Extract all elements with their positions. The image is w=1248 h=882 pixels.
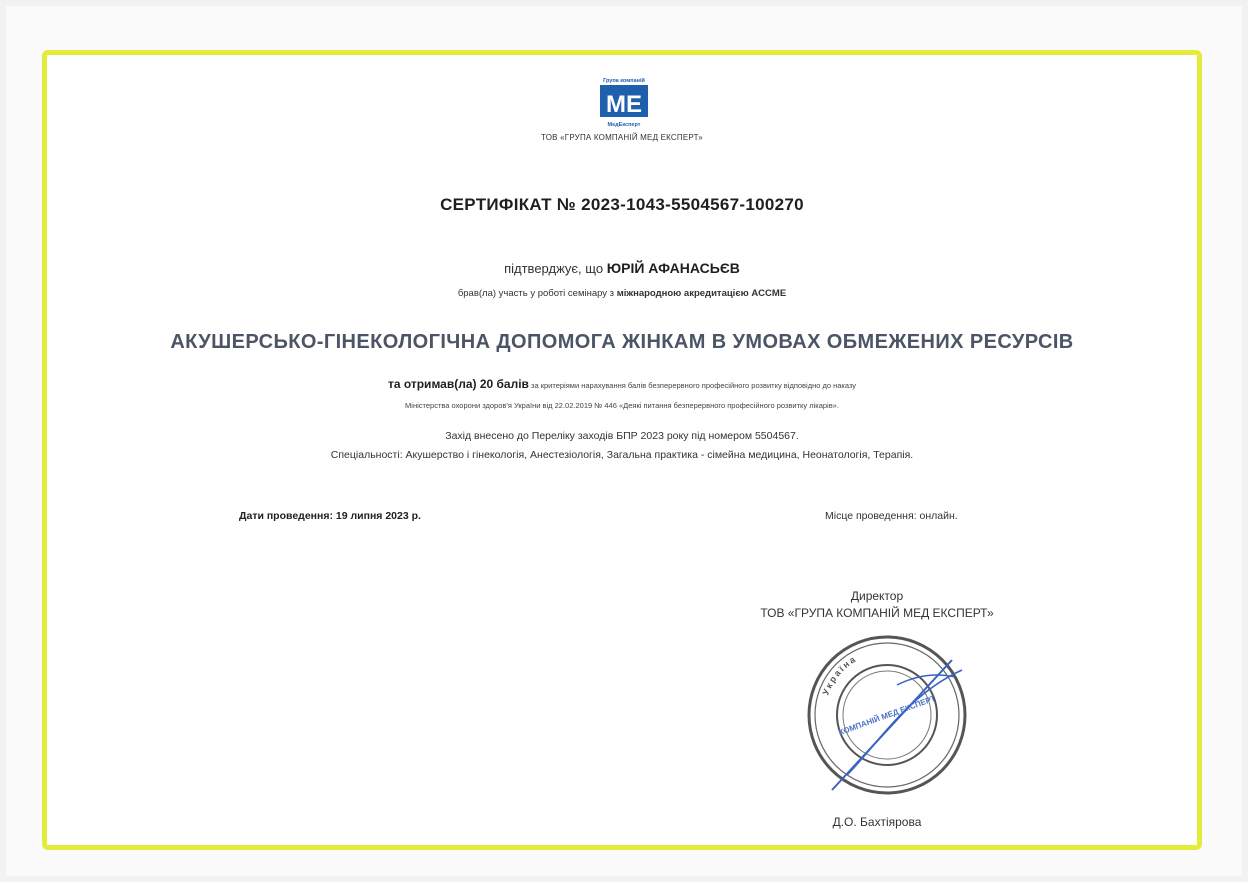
stamp-ring-text: Україна [820, 653, 859, 697]
confirm-prefix: підтверджує, що [504, 261, 604, 276]
confirm-line [47, 260, 1197, 276]
listed-line: Захід внесено до Переліку заходів БПР 2023 року під номером 5504567. [445, 430, 799, 442]
company-stamp-icon [787, 625, 987, 805]
specialties-line: Спеціальності: Акушерство і гінекологія, Анестезіологія, Загальна практика - сімейна медицина, Неонатологія, Терапія. [330, 449, 914, 461]
participation-prefix: брав(ла) участь у роботі семінару з [457, 288, 615, 299]
svg-text:Україна [820, 653, 858, 696]
certificate-frame [42, 50, 1202, 850]
event-place: Місце проведення: онлайн. [825, 510, 958, 522]
course-title: АКУШЕРСЬКО-ГІНЕКОЛОГІЧНА ДОПОМОГА ЖІНКАМ В УМОВАХ ОБМЕЖЕНИХ РЕСУРСІВ [170, 331, 1074, 353]
participation-line [47, 288, 1197, 299]
ministry-line: Міністерства охорони здоров'я України від 22.02.2019 № 446 «Деякі питання безперервного професійного розвитку лікарів». [405, 401, 839, 410]
document-page [6, 6, 1242, 876]
recipient-name: ЮРІЙ АФАНАСЬЄВ [606, 260, 740, 276]
accreditation-text: міжнародною акредитацією ACCME [616, 288, 787, 299]
stamp-center-text: КОМПАНІЙ МЕД ЕКСПЕРТ [837, 693, 937, 738]
director-company: ТОВ «ГРУПА КОМПАНІЙ МЕД ЕКСПЕРТ» [760, 606, 994, 620]
logo-bottom-text: МедЕксперт [607, 122, 641, 128]
points-line [47, 377, 1197, 391]
points-bold: та отримав(ла) 20 балів [387, 377, 529, 391]
logo-mark: МЕ [606, 91, 642, 118]
points-rest: за критеріями нарахування балів безперервного професійного розвитку відповідно до наказу [531, 381, 857, 390]
company-name-header: ТОВ «ГРУПА КОМПАНІЙ МЕД ЕКСПЕРТ» [541, 133, 703, 142]
director-title: Директор [850, 589, 904, 603]
company-logo [593, 75, 655, 129]
logo-top-text: Група компаній [603, 78, 645, 84]
event-dates: Дати проведення: 19 липня 2023 р. [239, 510, 421, 522]
certificate-title: СЕРТИФІКАТ № 2023-1043-5504567-100270 [440, 195, 804, 214]
signer-name: Д.О. Бахтіярова [832, 815, 922, 829]
